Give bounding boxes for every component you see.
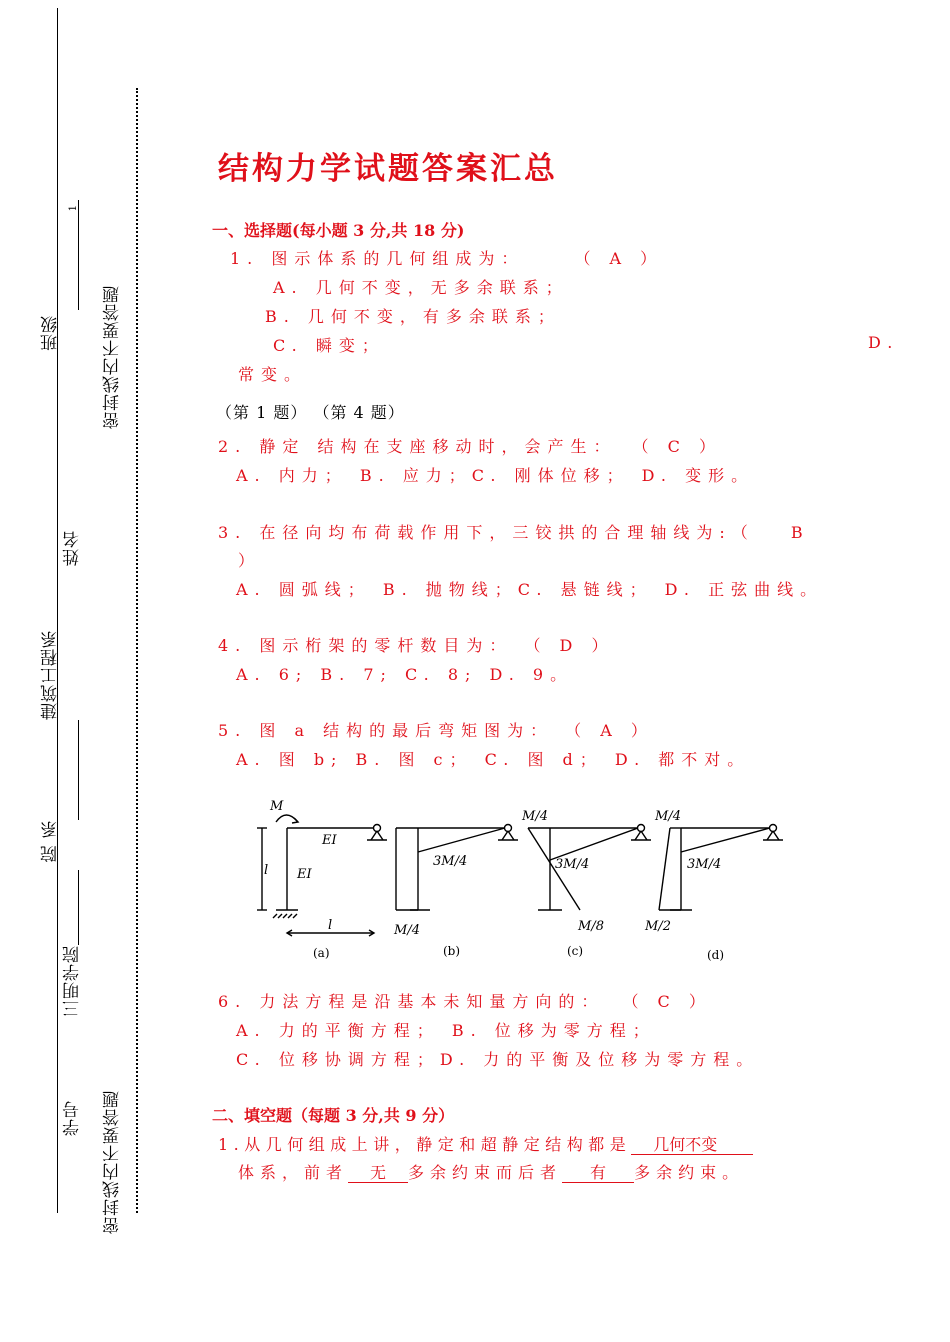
q4-options: A. 6; B. 7; C. 8; D. 9。 bbox=[236, 665, 574, 684]
label-d-mid: 3M/4 bbox=[687, 857, 722, 872]
q1-option-c: C. 瞬变； bbox=[273, 336, 385, 355]
fill-q1-text-a: 1.从几何组成上讲，静定和超静定结构都是 bbox=[218, 1135, 632, 1154]
figure-note: （第 1 题） （第 4 题） bbox=[216, 403, 405, 422]
q6-stem bbox=[218, 989, 712, 1012]
q6-answer: （ C ） bbox=[622, 992, 712, 1011]
class-blank bbox=[78, 200, 80, 310]
fill-q1-line1 bbox=[218, 1132, 753, 1155]
label-M: M bbox=[270, 799, 284, 814]
q1-answer: （ A ） bbox=[574, 249, 664, 268]
q6-text: 6. 力法方程是沿基本未知量方向的： bbox=[218, 992, 605, 1011]
q6-options-2: C. 位移协调方程；D. 力的平衡及位移为零方程。 bbox=[236, 1050, 760, 1069]
fill-q1-blank1 bbox=[631, 1135, 753, 1155]
fill-q1-text-b: 体系，前者 bbox=[238, 1163, 349, 1182]
q3-stem bbox=[218, 520, 810, 543]
student-id-label: 学号 bbox=[63, 1100, 83, 1136]
label-b-base: M/4 bbox=[394, 923, 420, 938]
section2-heading: 二、填空题（每题 3 分,共 9 分） bbox=[212, 1106, 455, 1125]
fill-q1-text-c: 多余约束而后者 bbox=[408, 1163, 563, 1182]
caption-c: (c) bbox=[567, 944, 584, 958]
department-blank bbox=[78, 720, 80, 820]
q1-text: 1. 图示体系的几何组成为： bbox=[230, 249, 525, 268]
q5-text: 5. 图 a 结构的最后弯矩图为： bbox=[218, 721, 554, 740]
q1-stem bbox=[230, 246, 663, 269]
fill-q1-blank2 bbox=[348, 1163, 408, 1183]
college-blank bbox=[78, 870, 80, 945]
label-c-base: M/8 bbox=[578, 919, 604, 934]
fill-q1-answer1: 几何不变 bbox=[653, 1135, 718, 1154]
fill-q1-answer3: 有 bbox=[590, 1163, 607, 1182]
fill-q1-answer2: 无 bbox=[370, 1163, 387, 1182]
section1-heading: 一、选择题(每小题 3 分,共 18 分) bbox=[212, 221, 465, 240]
q2-text: 2. 静定 结构在支座移动时，会产生： bbox=[218, 437, 617, 456]
label-c-top: M/4 bbox=[522, 809, 548, 824]
label-l-vert: l bbox=[264, 863, 269, 878]
q6-options-1: A. 力的平衡方程； B. 位移为零方程； bbox=[236, 1021, 656, 1040]
caption-a: (a) bbox=[313, 946, 330, 960]
moment-diagram-figure bbox=[240, 792, 800, 972]
label-l-horiz: l bbox=[328, 918, 333, 933]
q1-option-d-cont: 常变。 bbox=[238, 365, 308, 384]
seal-text-top: 密封线内不要答题 bbox=[103, 285, 123, 429]
q2-stem bbox=[218, 434, 722, 457]
q5-answer: （ A ） bbox=[565, 721, 654, 740]
q3-close: ） bbox=[238, 551, 262, 570]
label-d-base: M/2 bbox=[645, 919, 671, 934]
small-mark: 1 bbox=[68, 204, 79, 212]
label-EI-beam: EI bbox=[322, 833, 337, 848]
label-EI-col: EI bbox=[297, 867, 312, 882]
q1-option-a: A. 几何不变，无多余联系； bbox=[273, 278, 569, 297]
fill-q1-text-d: 多余约束。 bbox=[634, 1163, 745, 1182]
college-label: 院 系 bbox=[41, 820, 61, 863]
margin-solid-line bbox=[57, 8, 58, 1213]
page-title: 结构力学试题答案汇总 bbox=[218, 151, 558, 187]
q3-options: A. 圆弧线； B. 抛物线；C. 悬链线； D. 正弦曲线。 bbox=[236, 580, 824, 599]
q1-option-d: D. bbox=[868, 333, 900, 352]
q2-options: A. 内力； B. 应力；C. 刚体位移； D. 变形。 bbox=[236, 466, 755, 485]
department-label: 建筑工程系 bbox=[41, 630, 61, 720]
fill-q1-blank3 bbox=[562, 1163, 634, 1183]
fill-q1-line2 bbox=[238, 1160, 744, 1183]
label-b-mid: 3M/4 bbox=[433, 854, 468, 869]
q3-text: 3. 在径向均布荷载作用下，三铰拱的合理轴线为:（ bbox=[218, 523, 755, 542]
school-label: 三明学院 bbox=[63, 945, 83, 1017]
seal-text-bottom: 密封线内不要答题 bbox=[103, 1090, 123, 1234]
label-d-top: M/4 bbox=[655, 809, 681, 824]
name-label: 姓名 bbox=[63, 530, 83, 566]
q4-answer: （ D ） bbox=[524, 636, 615, 655]
caption-b: (b) bbox=[443, 944, 461, 958]
q2-answer: （ C ） bbox=[632, 437, 722, 456]
q4-text: 4. 图示桁架的零杆数目为： bbox=[218, 636, 513, 655]
q5-stem bbox=[218, 718, 654, 741]
q4-stem bbox=[218, 633, 614, 656]
caption-d: (d) bbox=[707, 948, 725, 962]
class-label: 班级 bbox=[41, 315, 61, 351]
margin-dotted-line bbox=[136, 88, 138, 1213]
label-c-mid: 3M/4 bbox=[555, 857, 590, 872]
q1-option-b: B. 几何不变，有多余联系； bbox=[265, 307, 561, 326]
q5-options: A. 图 b; B. 图 c； C. 图 d； D. 都不对。 bbox=[236, 750, 751, 769]
q3-answer: B bbox=[790, 523, 810, 542]
